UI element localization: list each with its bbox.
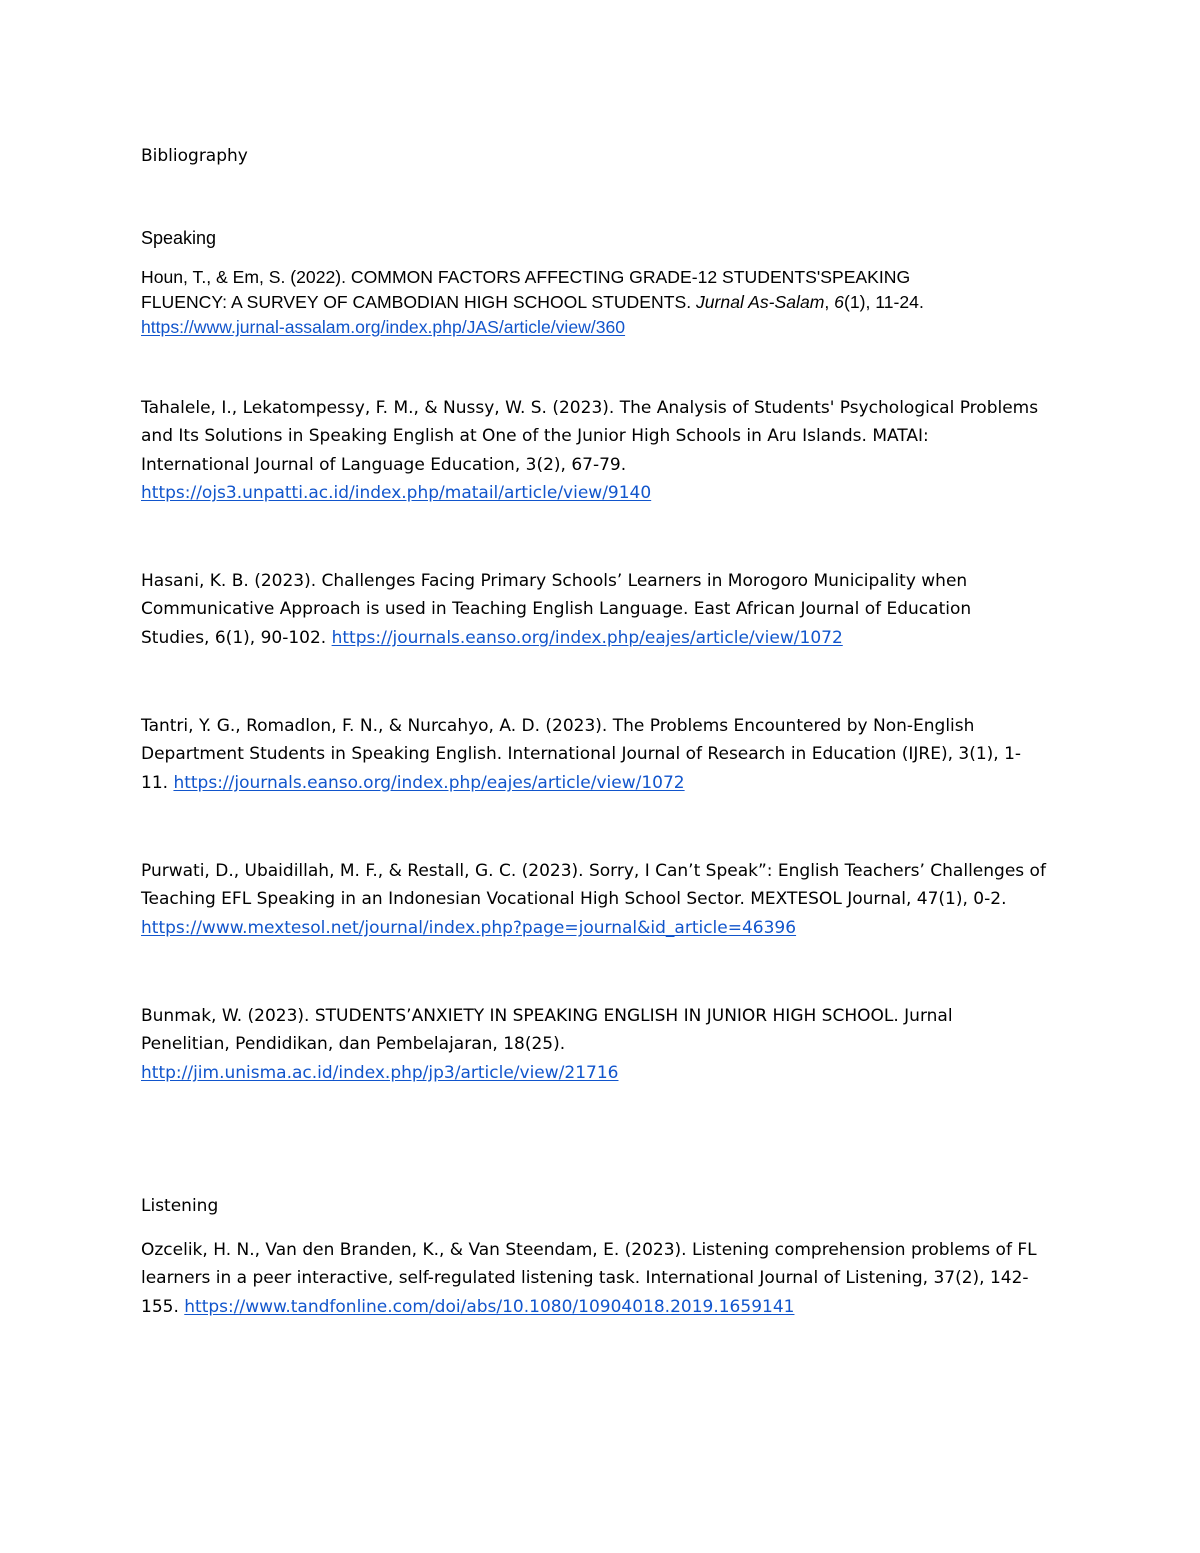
entry-line bbox=[141, 914, 1061, 942]
journal-name: Jurnal As-Salam bbox=[695, 292, 825, 312]
entry-url-link[interactable]: https://www.jurnal-assalam.org/index.php/JAS/article/view/360 bbox=[141, 317, 626, 337]
entry-url-link[interactable]: https://ojs3.unpatti.ac.id/index.php/matail/article/view/9140 bbox=[141, 482, 652, 503]
entry-line: and Its Solutions in Speaking English at One of the Junior High Schools in Aru Islands. MATAI: bbox=[141, 426, 929, 447]
entry-line: International Journal of Language Education, 3(2), 67-79. bbox=[141, 454, 627, 475]
entry-line: Houn, T., & Em, S. (2022). COMMON FACTORS AFFECTING GRADE-12 STUDENTS'SPEAKING bbox=[141, 267, 911, 287]
entry-line: learners in a peer interactive, self-regulated listening task. International Journal of Listening, 37(2), 142- bbox=[141, 1268, 1029, 1289]
entry-line bbox=[141, 769, 1061, 797]
bibliography-entry bbox=[141, 265, 1061, 340]
bibliography-entry bbox=[141, 712, 1061, 797]
section-heading-listening: Listening bbox=[141, 1196, 219, 1216]
entry-line: Penelitian, Pendidikan, dan Pembelajaran, 18(25). bbox=[141, 1034, 566, 1055]
entry-url-link[interactable]: https://journals.eanso.org/index.php/eajes/article/view/1072 bbox=[173, 772, 685, 793]
entry-url-link[interactable]: https://www.mextesol.net/journal/index.php?page=journal&id_article=46396 bbox=[141, 917, 797, 938]
entry-line: Purwati, D., Ubaidillah, M. F., & Restall, G. C. (2023). Sorry, I Can’t Speak”: English Teachers’ Challenges of bbox=[141, 861, 1046, 881]
entry-line bbox=[141, 479, 1061, 507]
entry-line: Tahalele, I., Lekatompessy, F. M., & Nussy, W. S. (2023). The Analysis of Students' Psychological Problems bbox=[141, 398, 1039, 418]
journal-volume: 6 bbox=[834, 292, 844, 312]
bibliography-entry bbox=[141, 857, 1061, 942]
entry-line: Tantri, Y. G., Romadlon, F. N., & Nurcahyo, A. D. (2023). The Problems Encountered by Non-English bbox=[141, 716, 975, 736]
entry-line bbox=[141, 290, 1061, 315]
entry-line: Hasani, K. B. (2023). Challenges Facing Primary Schools’ Learners in Morogoro Municipality when bbox=[141, 571, 968, 591]
entry-text: Studies, 6(1), 90-102. bbox=[141, 627, 332, 648]
entry-text: 155. bbox=[141, 1296, 185, 1317]
entry-line bbox=[141, 1293, 1061, 1321]
entry-url-link[interactable]: https://www.tandfonline.com/doi/abs/10.1080/10904018.2019.1659141 bbox=[184, 1296, 795, 1317]
entry-line: Teaching EFL Speaking in an Indonesian Vocational High School Sector. MEXTESOL Journal, 47(1), 0-2. bbox=[141, 889, 1007, 910]
section-heading-speaking: Speaking bbox=[141, 228, 217, 248]
entry-line bbox=[141, 624, 1061, 652]
bibliography-entry bbox=[141, 394, 1061, 507]
entry-line: Bunmak, W. (2023). STUDENTS’ANXIETY IN SPEAKING ENGLISH IN JUNIOR HIGH SCHOOL. Jurnal bbox=[141, 1006, 953, 1026]
entry-line: Department Students in Speaking English. International Journal of Research in Education (IJRE), 3(1), 1- bbox=[141, 744, 1022, 765]
entry-url-link[interactable]: https://journals.eanso.org/index.php/eajes/article/view/1072 bbox=[331, 627, 843, 648]
entry-line bbox=[141, 315, 1061, 340]
document-title: Bibliography bbox=[141, 146, 248, 166]
entry-text: , bbox=[824, 292, 835, 312]
entry-line bbox=[141, 1059, 1061, 1087]
bibliography-entry bbox=[141, 1236, 1061, 1321]
entry-text: FLUENCY: A SURVEY OF CAMBODIAN HIGH SCHOOL STUDENTS. bbox=[141, 292, 696, 312]
bibliography-entry bbox=[141, 1002, 1061, 1087]
bibliography-entry bbox=[141, 567, 1061, 652]
entry-text: (1), 11-24. bbox=[843, 292, 924, 312]
entry-line: Ozcelik, H. N., Van den Branden, K., & Van Steendam, E. (2023). Listening comprehension problems of FL bbox=[141, 1240, 1037, 1260]
entry-line: Communicative Approach is used in Teaching English Language. East African Journal of Education bbox=[141, 599, 972, 620]
entry-text: 11. bbox=[141, 772, 174, 793]
entry-url-link[interactable]: http://jim.unisma.ac.id/index.php/jp3/article/view/21716 bbox=[141, 1062, 619, 1083]
